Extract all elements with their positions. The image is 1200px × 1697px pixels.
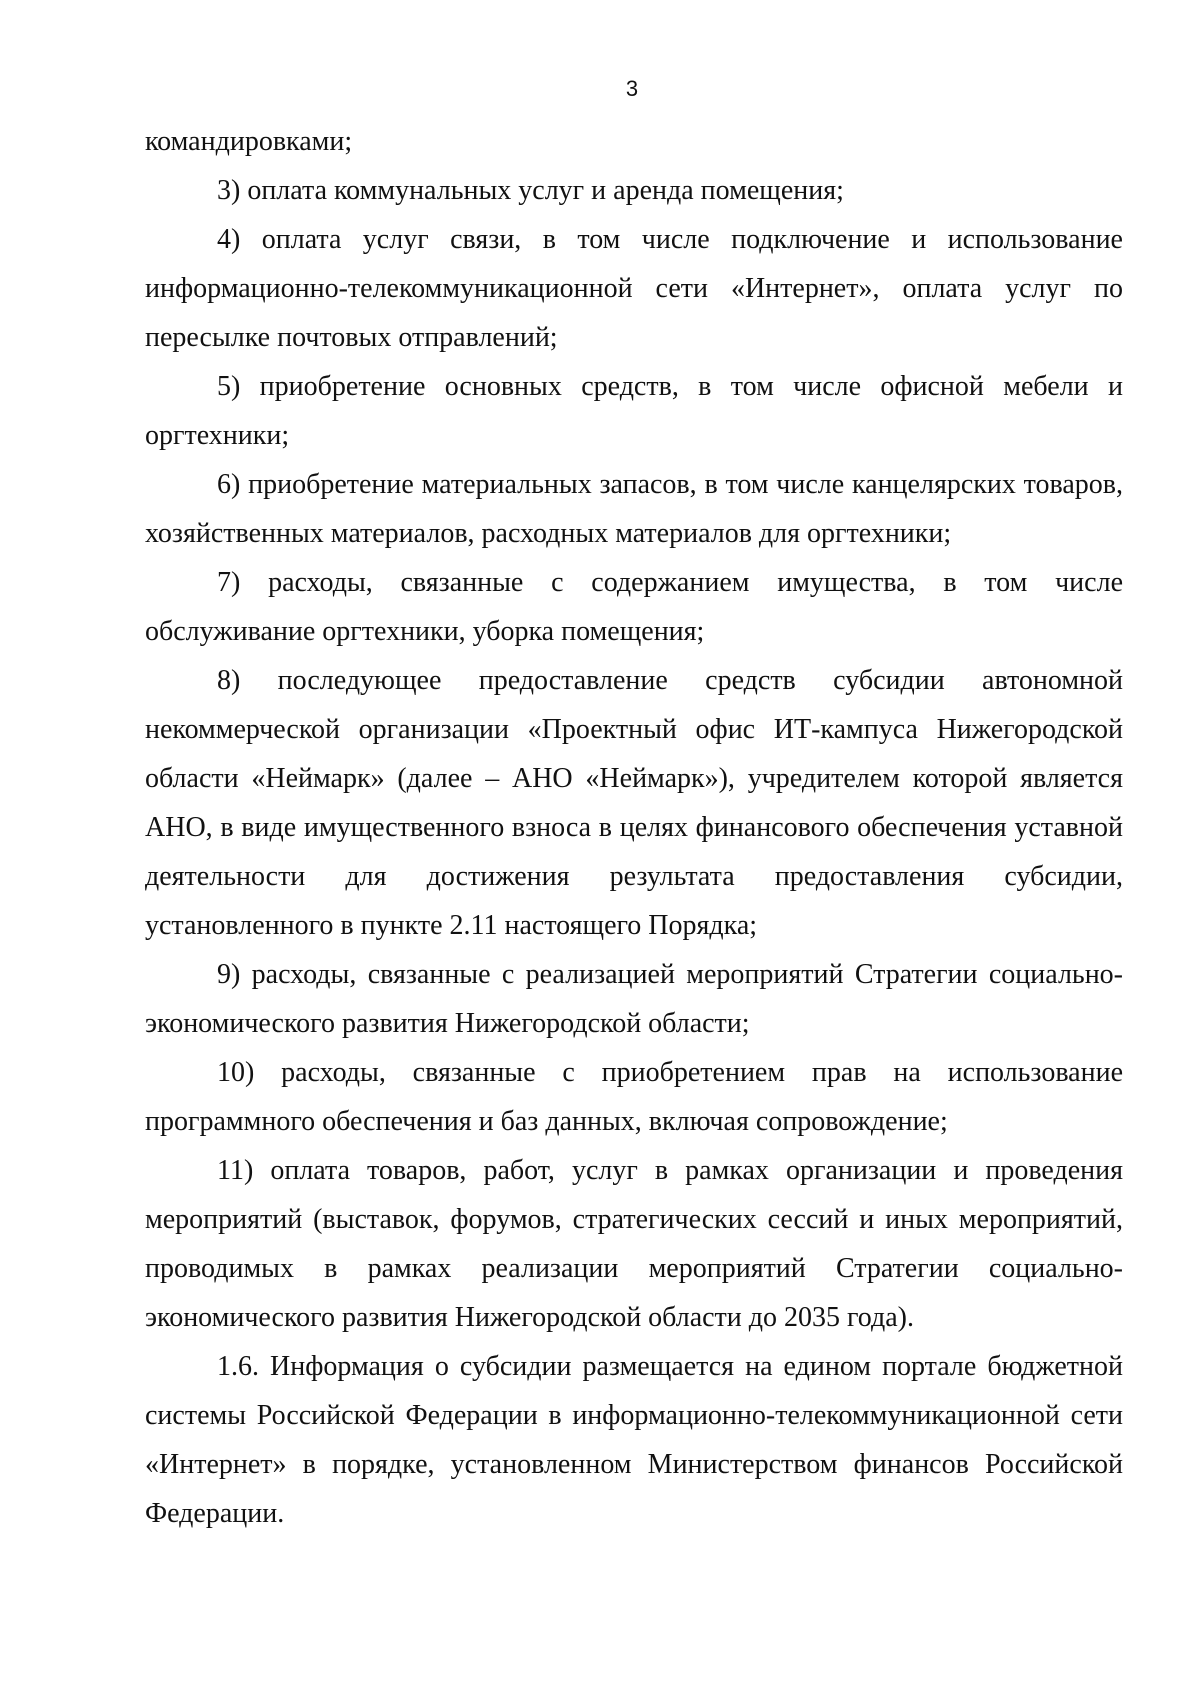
document-body — [145, 117, 1123, 1538]
list-item-5: 5) приобретение основных средств, в том числе офисной мебели и оргтехники; — [145, 371, 1123, 451]
list-item-8: 8) последующее предоставление средств субсидии автономной некоммерческой организации «Проектный офис ИТ-кампуса Нижегородской области «Неймарк» (далее – АНО «Неймарк»), учредителем которой является АНО, в виде имущественного взноса в целях финансового обеспечения уставной деятельности для достижения результата предоставления субсидии, установленного в пункте 2.11 настоящего Порядка; — [145, 665, 1123, 941]
list-item-7: 7) расходы, связанные с содержанием имущества, в том числе обслуживание оргтехники, уборка помещения; — [145, 567, 1123, 647]
page-number: 3 — [625, 76, 639, 101]
paragraph-continuation: командировками; — [145, 126, 353, 157]
list-item-6: 6) приобретение материальных запасов, в том числе канцелярских товаров, хозяйственных материалов, расходных материалов для оргтехники; — [145, 469, 1123, 549]
section-1-6: 1.6. Информация о субсидии размещается на едином портале бюджетной системы Российской Федерации в информационно-телекоммуникационной сети «Интернет» в порядке, установленном Министерством финансов Российской Федерации. — [145, 1351, 1123, 1529]
list-item-10: 10) расходы, связанные с приобретением прав на использование программного обеспечения и баз данных, включая сопровождение; — [145, 1057, 1123, 1137]
list-item-9: 9) расходы, связанные с реализацией мероприятий Стратегии социально-экономического развития Нижегородской области; — [145, 959, 1123, 1039]
list-item-3: 3) оплата коммунальных услуг и аренда помещения; — [217, 175, 844, 206]
list-item-4: 4) оплата услуг связи, в том числе подключение и использование информационно-телекоммуникационной сети «Интернет», оплата услуг по пересылке почтовых отправлений; — [145, 224, 1123, 353]
list-item-11: 11) оплата товаров, работ, услуг в рамках организации и проведения мероприятий (выставок, форумов, стратегических сессий и иных мероприятий, проводимых в рамках реализации мероприятий Стратегии социально-экономического развития Нижегородской области до 2035 года). — [145, 1155, 1123, 1333]
